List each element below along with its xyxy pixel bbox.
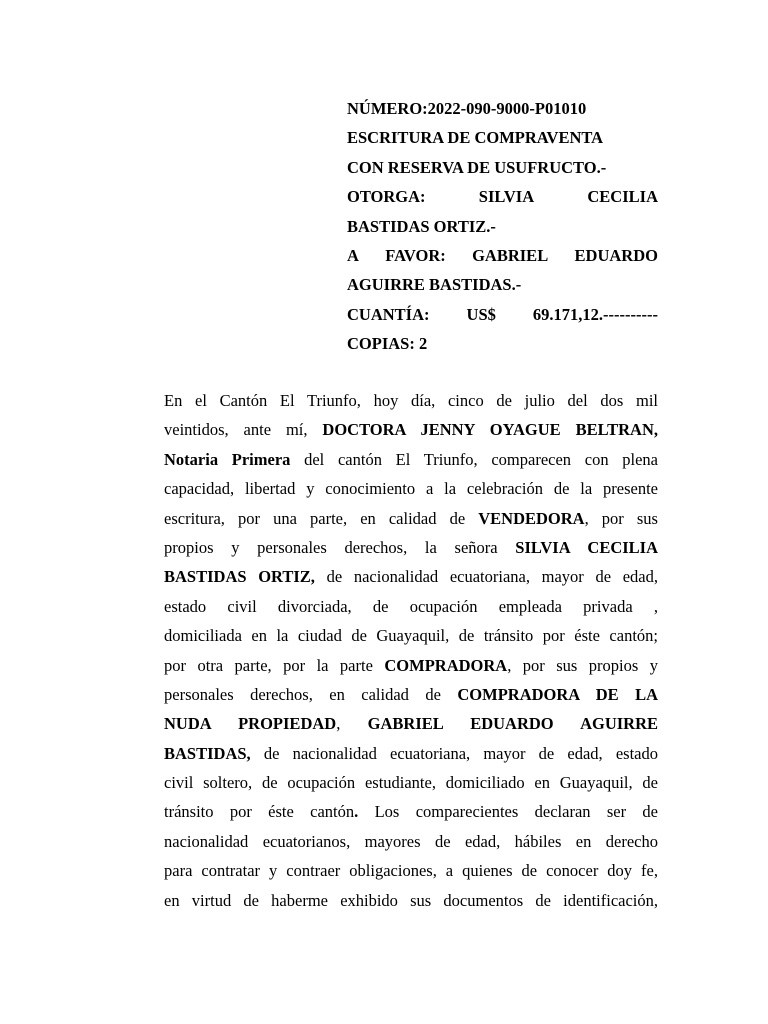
body-line: nacionalidad ecuatorianos, mayores de edad, hábiles en derecho	[164, 831, 658, 851]
body-text: de nacionalidad ecuatoriana, mayor de edad, estado	[250, 743, 658, 763]
seller-name: SILVIA CECILIA	[515, 537, 659, 557]
body-text: Los comparecientes declaran ser de	[358, 802, 658, 822]
deed-header	[347, 94, 658, 359]
body-text: veintidos, ante mí,	[164, 420, 323, 440]
body-line: capacidad, libertad y conocimiento a la celebración de la presente	[164, 479, 658, 499]
beneficiary-second-name: EDUARDO	[574, 246, 658, 266]
beneficiary-label-favor: FAVOR:	[385, 246, 446, 266]
amount-value: 69.171,12.----------	[532, 304, 658, 324]
amount-label: CUANTÍA:	[347, 304, 430, 324]
body-line	[164, 533, 658, 562]
amount-currency: US$	[466, 304, 496, 324]
body-line	[164, 651, 658, 680]
body-line: domiciliada en la ciudad de Guayaquil, de tránsito por éste cantón;	[164, 626, 658, 646]
body-text: por otra parte, por la parte	[164, 655, 385, 675]
body-text: , por sus propios y	[507, 655, 658, 675]
body-line: civil soltero, de ocupación estudiante, domiciliado en Guayaquil, de	[164, 773, 658, 793]
body-line	[164, 504, 658, 533]
body-line: en virtud de haberme exhibido sus documentos de identificación,	[164, 890, 658, 910]
body-text: tránsito por éste cantón	[164, 802, 355, 822]
grantor-second-name: CECILIA	[587, 187, 658, 207]
body-text: de nacionalidad ecuatoriana, mayor de edad,	[314, 567, 658, 587]
beneficiary-first-name: GABRIEL	[472, 246, 549, 266]
body-period: .	[354, 802, 359, 822]
deed-type-line-1: ESCRITURA DE COMPRAVENTA	[347, 128, 604, 148]
buyer-surname: BASTIDAS,	[164, 743, 251, 763]
body-text: , por sus	[584, 508, 658, 528]
seller-surnames: BASTIDAS ORTIZ,	[164, 567, 315, 587]
seller-role: VENDEDORA	[478, 508, 585, 528]
body-line	[164, 562, 658, 591]
body-text: ,	[336, 714, 368, 734]
buyer-capacity: COMPRADORA DE LA	[457, 684, 658, 704]
grantor-first-name: SILVIA	[478, 187, 535, 207]
grantor-label: OTORGA:	[347, 187, 426, 207]
body-line	[164, 739, 658, 768]
body-line: estado civil divorciada, de ocupación empleada privada ,	[164, 596, 658, 616]
body-line	[164, 680, 658, 709]
notary-title: Notaria Primera	[164, 449, 291, 469]
body-text: personales derechos, en calidad de	[164, 684, 458, 704]
body-line	[164, 797, 658, 826]
notary-name: DOCTORA JENNY OYAGUE BELTRAN,	[322, 420, 658, 440]
body-text: del cantón El Triunfo, comparecen con plena	[290, 449, 659, 469]
buyer-role: COMPRADORA	[384, 655, 508, 675]
body-line	[164, 445, 658, 474]
body-line	[164, 709, 658, 738]
copies-line: COPIAS: 2	[347, 334, 428, 354]
body-text: escritura, por una parte, en calidad de	[164, 508, 479, 528]
body-line	[164, 415, 658, 444]
grantor-line	[347, 182, 658, 211]
beneficiary-label-a: A	[347, 246, 359, 266]
beneficiary-line	[347, 241, 658, 270]
beneficiary-surnames: AGUIRRE BASTIDAS.-	[347, 275, 522, 295]
amount-line	[347, 300, 658, 329]
deed-type-line-2: CON RESERVA DE USUFRUCTO.-	[347, 157, 607, 177]
body-line: En el Cantón El Triunfo, hoy día, cinco de julio del dos mil	[164, 391, 658, 410]
body-line: para contratar y contraer obligaciones, a quienes de conocer doy fe,	[164, 861, 658, 881]
buyer-capacity-cont: NUDA PROPIEDAD	[164, 714, 337, 734]
body-text: propios y personales derechos, la señora	[164, 537, 516, 557]
deed-body	[164, 386, 658, 915]
deed-number: NÚMERO:2022-090-9000-P01010	[347, 99, 587, 118]
buyer-name: GABRIEL EDUARDO AGUIRRE	[367, 714, 658, 734]
grantor-surnames: BASTIDAS ORTIZ.-	[347, 216, 496, 236]
